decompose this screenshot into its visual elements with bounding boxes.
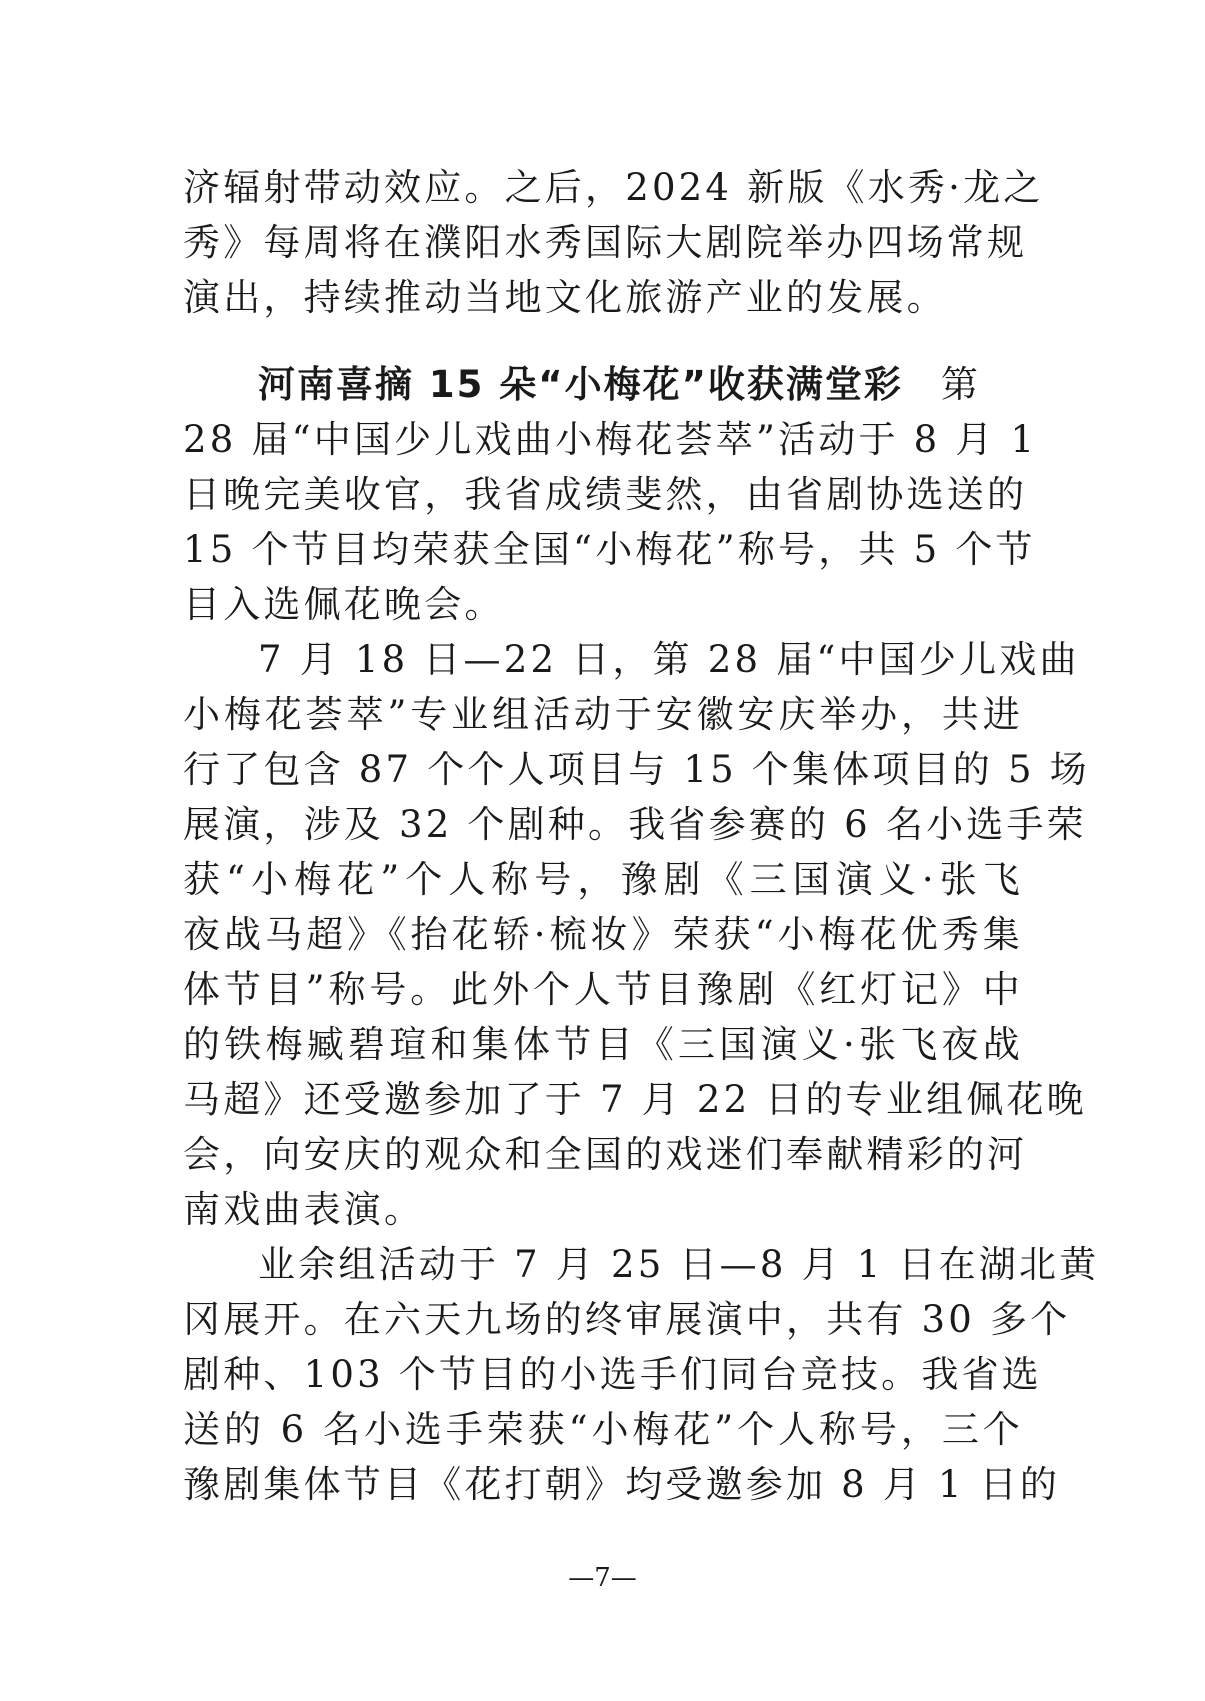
text-line: 冈展开。在六天九场的终审展演中，共有 30 多个: [183, 1298, 1071, 1341]
page-number: —7—: [568, 1563, 637, 1593]
text-line: 15 个节目均荣获全国“小梅花”称号，共 5 个节: [183, 528, 1036, 571]
text-line: 目入选佩花晚会。: [183, 583, 505, 626]
text-line: 会，向安庆的观众和全国的戏迷们奉献精彩的河: [183, 1133, 1028, 1176]
section-headline-line: [258, 357, 1023, 413]
text-line: 夜战马超》《抬花轿·梳妆》荣获“小梅花优秀集: [183, 913, 1023, 956]
text-line: 剧种、103 个节目的小选手们同台竞技。我省选: [183, 1353, 1042, 1396]
text-line: 业余组活动于 7 月 25 日—8 月 1 日在湖北黄: [258, 1243, 1100, 1286]
text-line: 获“小梅花”个人称号，豫剧《三国演义·张飞: [183, 858, 1023, 901]
text-line: 马超》还受邀参加了于 7 月 22 日的专业组佩花晚: [183, 1078, 1087, 1121]
text-line: 秀》每周将在濮阳水秀国际大剧院举办四场常规: [183, 221, 1028, 264]
text-line: 日晚完美收官，我省成绩斐然，由省剧协选送的: [183, 473, 1028, 516]
text-line: 的铁梅臧碧瑄和集体节目《三国演义·张飞夜战: [183, 1023, 1023, 1066]
text-line: 济辐射带动效应。之后，2024 新版《水秀·龙之: [183, 166, 1044, 209]
section-headline: 河南喜摘 15 朵“小梅花”收获满堂彩: [258, 363, 903, 406]
text-line: 演出，持续推动当地文化旅游产业的发展。: [183, 276, 947, 319]
text-line: 南戏曲表演。: [183, 1188, 425, 1231]
text-line: 豫剧集体节目《花打朝》均受邀参加 8 月 1 日的: [183, 1463, 1061, 1506]
text-line: 小梅花荟萃”专业组活动于安徽安庆举办，共进: [183, 693, 1023, 736]
text-line: 28 届“中国少儿戏曲小梅花荟萃”活动于 8 月 1: [183, 418, 1038, 461]
text-line: 送的 6 名小选手荣获“小梅花”个人称号，三个: [183, 1408, 1023, 1451]
text-line: 7 月 18 日—22 日，第 28 届“中国少儿戏曲: [258, 638, 1080, 681]
text-line: 展演，涉及 32 个剧种。我省参赛的 6 名小选手荣: [183, 803, 1087, 846]
headline-run-in-text: 第: [940, 363, 978, 406]
text-line: 行了包含 87 个个人项目与 15 个集体项目的 5 场: [183, 748, 1090, 791]
text-line: 体节目”称号。此外个人节目豫剧《红灯记》中: [183, 968, 1023, 1011]
